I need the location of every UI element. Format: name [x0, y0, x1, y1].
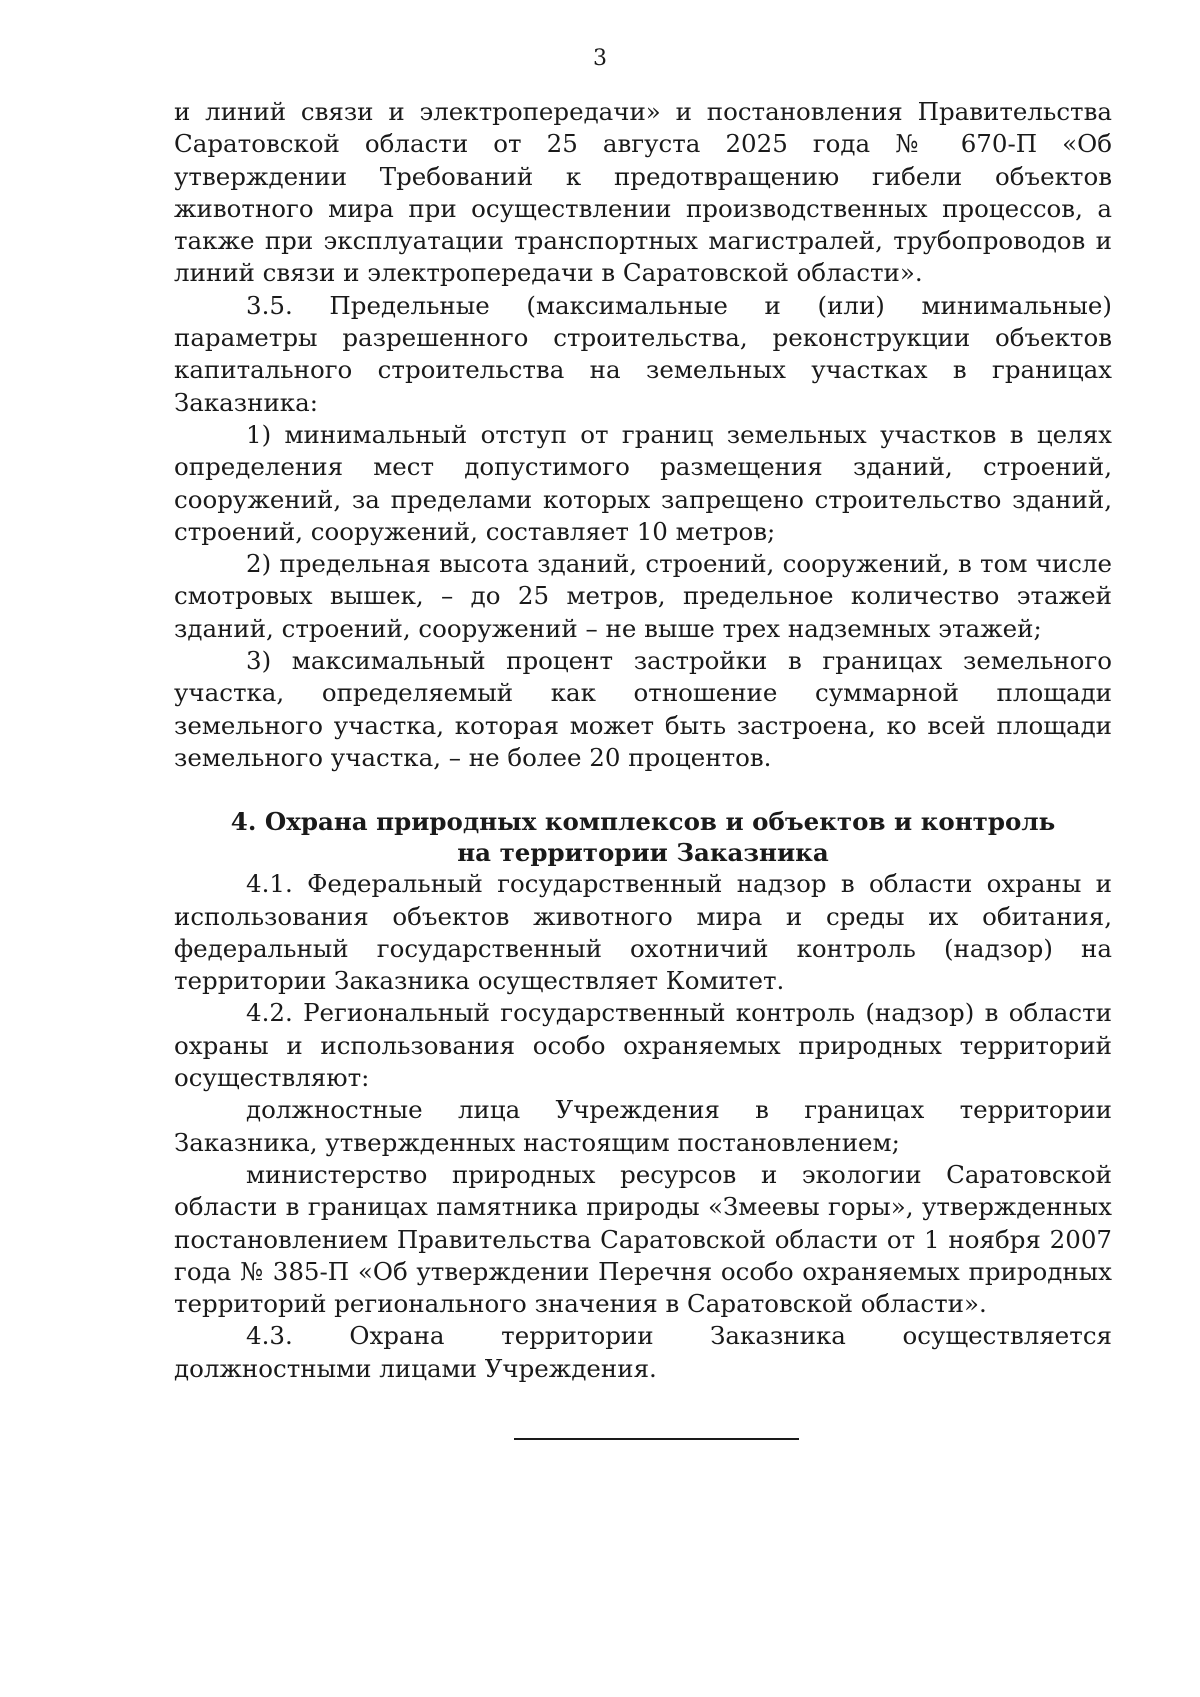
section-heading-line-1: 4. Охрана природных комплексов и объектов и контроль [230, 807, 1056, 837]
section-3-content [174, 96, 1112, 774]
paragraph-3-5-item-2: 2) предельная высота зданий, строений, сооружений, в том числе смотровых вышек, – до 25 метров, предельное количество этажей зданий, строений, сооружений – не выше трех надземных этажей; [174, 549, 1112, 643]
section-4-heading [174, 806, 1112, 868]
end-of-document-rule [514, 1438, 799, 1440]
paragraph-4-2-item-2: министерство природных ресурсов и экологии Саратовской области в границах памятника природы «Змеевы горы», утвержденных постановлением Правительства Саратовской области от 1 ноября 2007 года № 385-П «Об утверждении Перечня особо охраняемых природных территорий регионального значения в Саратовской области». [174, 1159, 1112, 1319]
paragraph-4-3: 4.3. Охрана территории Заказника осуществляется должностными лицами Учреждения. [174, 1321, 1112, 1383]
paragraph-4-2: 4.2. Региональный государственный контроль (надзор) в области охраны и использования особо охраняемых природных территорий осуществляют: [174, 998, 1112, 1093]
document-body [174, 96, 1112, 1385]
paragraph-4-2-item-1: должностные лица Учреждения в границах территории Заказника, утвержденных настоящим постановлением; [174, 1095, 1112, 1157]
paragraph: и линий связи и электропередачи» и постановления Правительства Саратовской области от 25 августа 2025 года № 670-П «Об утверждении Требований к предотвращению гибели объектов животного мира при осуществлении производственных процессов, а также при эксплуатации транспортных магистралей, трубопроводов и линий связи и электропередачи в Саратовской области». [174, 97, 1112, 288]
page-number: 3 [593, 46, 607, 71]
section-heading-line-2: на территории Заказника [457, 838, 829, 868]
paragraph-3-5: 3.5. Предельные (максимальные и (или) минимальные) параметры разрешенного строительства, реконструкции объектов капитального строительства на земельных участках в границах Заказника: [174, 290, 1112, 417]
paragraph-4-1: 4.1. Федеральный государственный надзор в области охраны и использования объектов животного мира и среды их обитания, федеральный государственный охотничий контроль (надзор) на территории Заказника осуществляет Комитет. [174, 869, 1112, 996]
section-4-content [174, 868, 1112, 1385]
paragraph-3-5-item-1: 1) минимальный отступ от границ земельных участков в целях определения мест допустимого размещения зданий, строений, сооружений, за пределами которых запрещено строительство зданий, строений, сооружений, составляет 10 метров; [174, 419, 1112, 546]
paragraph-3-5-item-3: 3) максимальный процент застройки в границах земельного участка, определяемый как отношение суммарной площади земельного участка, которая может быть застроена, ко всей площади земельного участка, – не более 20 процентов. [174, 646, 1112, 772]
